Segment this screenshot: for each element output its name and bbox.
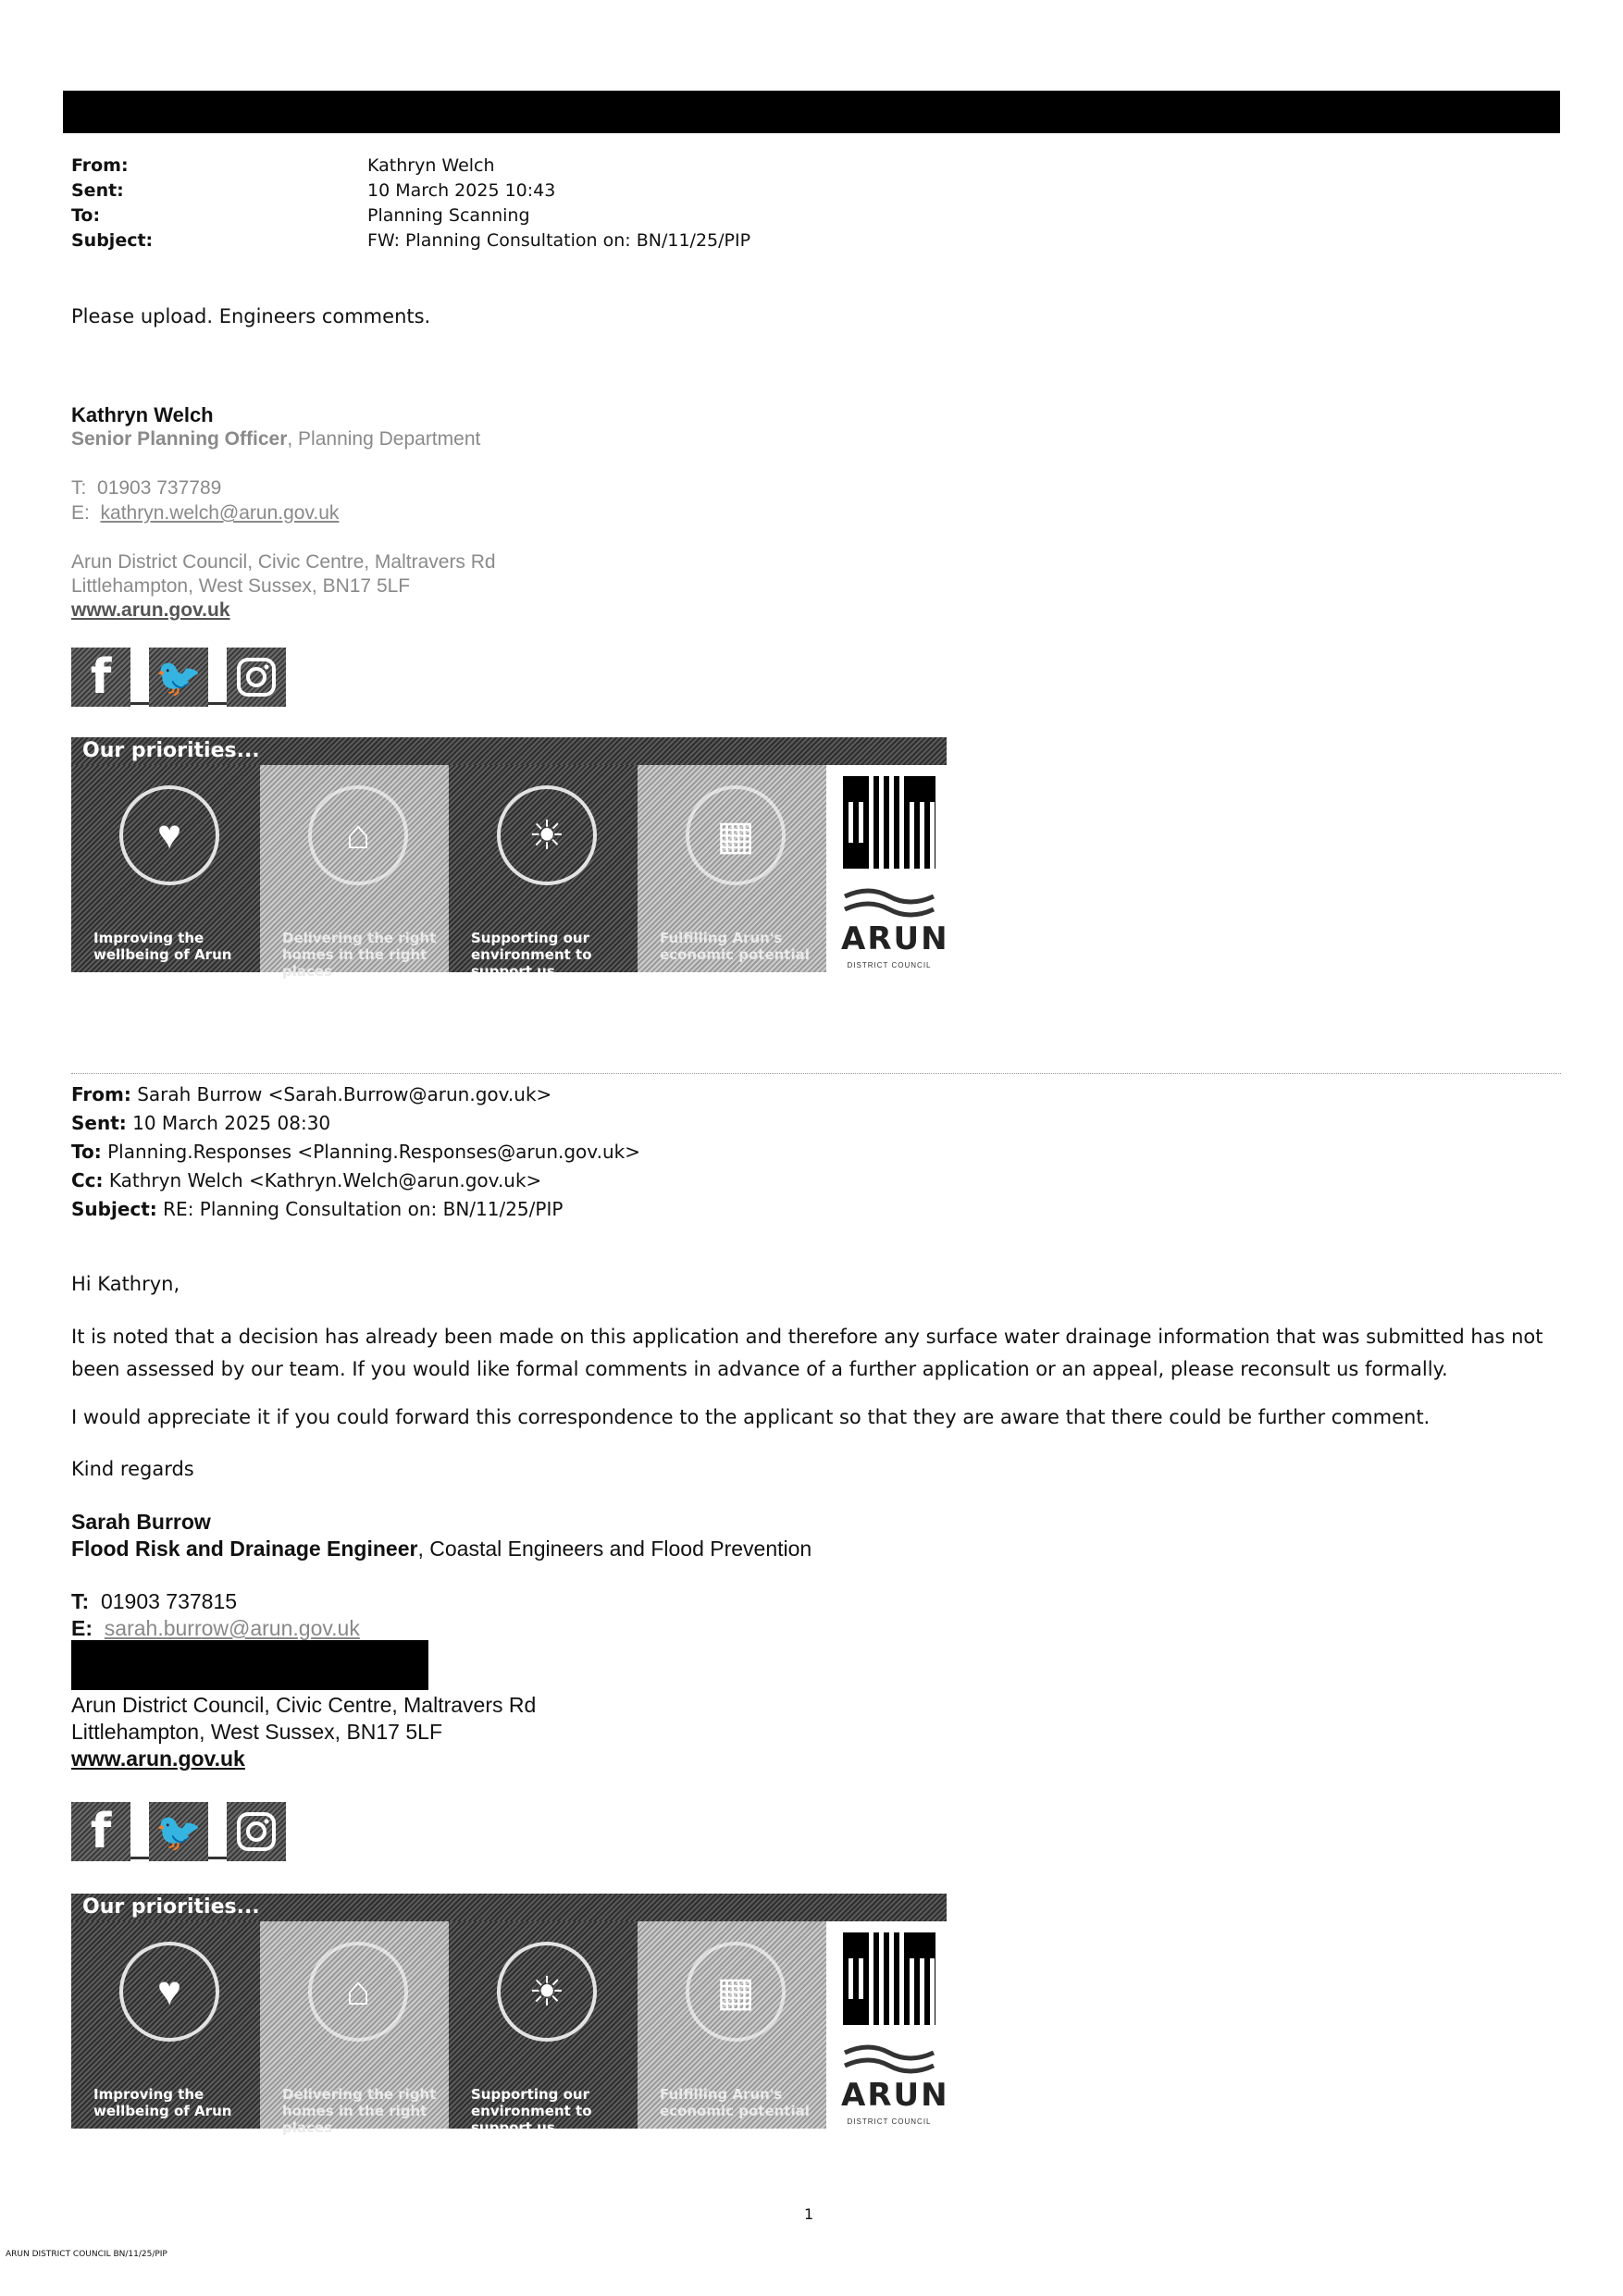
sig2-address2: Littlehampton, West Sussex, BN17 5LF: [71, 1720, 442, 1744]
sig2-name: Sarah Burrow: [71, 1510, 211, 1534]
banner-panel-label: Improving the wellbeing of Arun: [93, 2086, 232, 2119]
lightbulb-icon: ☀: [497, 785, 597, 885]
arun-logo-subtitle: DISTRICT COUNCIL: [847, 2117, 932, 2126]
facebook-icon[interactable]: f: [71, 1802, 130, 1861]
orig-cc-row: [71, 1167, 640, 1195]
banner-panel-homes: [260, 765, 449, 980]
orig-from-row: [71, 1080, 640, 1109]
orig-subject-row: [71, 1195, 640, 1224]
sig2-tel: 01903 737815: [100, 1589, 238, 1613]
banner-panel-label: Fulfilling Arun's economic potential: [660, 2086, 810, 2119]
orig-to-value: Planning.Responses <Planning.Responses@arun.gov.uk>: [107, 1141, 640, 1163]
arun-logo-subtitle: DISTRICT COUNCIL: [847, 961, 932, 969]
instagram-icon[interactable]: [227, 648, 286, 707]
arun-logo-panel: [826, 1921, 947, 2129]
orig-to-label: To:: [71, 1141, 102, 1163]
from-label: From:: [71, 155, 129, 176]
instagram-icon[interactable]: [227, 1802, 286, 1861]
orig-subject-label: Subject:: [71, 1198, 157, 1220]
lightbulb-icon: ☀: [497, 1942, 597, 2042]
banner-panel-label: Supporting our environment to support us: [471, 930, 592, 980]
banner-panel-wellbeing: [71, 765, 260, 972]
home-icon: ⌂: [308, 785, 408, 885]
sig1-email-label: E:: [71, 502, 90, 524]
social-icons-2: [71, 1802, 286, 1861]
sig2-email-line: [71, 1616, 360, 1641]
arun-logo-text: ARUN: [841, 920, 949, 957]
redaction-block-signature: [71, 1640, 428, 1690]
orig-paragraph-2: I would appreciate it if you could forward this correspondence to the applicant so that they are aware that there could be further comment.: [71, 1406, 1431, 1428]
sig2-website-link[interactable]: www.arun.gov.uk: [71, 1747, 245, 1771]
orig-subject-value: RE: Planning Consultation on: BN/11/25/PIP: [163, 1198, 564, 1220]
banner-body: [71, 765, 949, 980]
banner-heading: Our priorities...: [71, 1894, 947, 1921]
banner-panel-environment: [449, 765, 638, 980]
banner-panel-label: Fulfilling Arun's economic potential: [660, 930, 810, 963]
to-label: To:: [71, 205, 101, 226]
sig1-email-link[interactable]: kathryn.welch@arun.gov.uk: [100, 502, 340, 524]
sig2-email-link[interactable]: sarah.burrow@arun.gov.uk: [104, 1616, 360, 1640]
banner-panel-homes: [260, 1921, 449, 2136]
social-separator: [208, 697, 227, 705]
forward-body-text: Please upload. Engineers comments.: [71, 305, 431, 327]
orig-closing: Kind regards: [71, 1458, 194, 1480]
page-number: 1: [804, 2205, 814, 2223]
sig1-address2: Littlehampton, West Sussex, BN17 5LF: [71, 575, 411, 597]
orig-sent-value: 10 March 2025 08:30: [132, 1112, 331, 1134]
sig1-website-link[interactable]: www.arun.gov.uk: [71, 599, 230, 621]
facebook-icon[interactable]: f: [71, 648, 130, 707]
sig1-title: Senior Planning Officer: [71, 428, 288, 450]
social-separator: [130, 1851, 149, 1859]
heart-icon: ♥: [119, 1942, 219, 2042]
banner-panel-economy: [638, 1921, 826, 2129]
orig-to-row: [71, 1138, 640, 1167]
sig1-address1: Arun District Council, Civic Centre, Maltravers Rd: [71, 551, 496, 573]
sig1-name: Kathryn Welch: [71, 403, 214, 426]
bricks-icon: ▦: [686, 785, 786, 885]
orig-sent-row: [71, 1109, 640, 1138]
subject-value: FW: Planning Consultation on: BN/11/25/PIP: [367, 230, 751, 251]
arun-logo-panel: [826, 765, 947, 972]
sig2-title: Flood Risk and Drainage Engineer: [71, 1537, 418, 1561]
orig-greeting: Hi Kathryn,: [71, 1273, 180, 1295]
priorities-banner-1: [71, 737, 949, 980]
arun-waves-icon: [841, 2040, 937, 2075]
arun-logo-text: ARUN: [841, 2077, 949, 2114]
qr-code-icon[interactable]: [843, 776, 935, 869]
home-icon: ⌂: [308, 1942, 408, 2042]
from-value: Kathryn Welch: [367, 155, 495, 176]
sig1-tel: 01903 737789: [97, 477, 222, 499]
qr-code-icon[interactable]: [843, 1932, 935, 2025]
twitter-icon[interactable]: 🐦: [149, 648, 208, 707]
banner-panel-label: Supporting our environment to support us: [471, 2086, 592, 2136]
banner-panel-economy: [638, 765, 826, 972]
sig2-title-line: [71, 1537, 812, 1562]
orig-paragraph-1: It is noted that a decision has already been made on this application and therefore any surface water drainage information that was submitted has not been assessed by our team. If you would like formal comments in advance of a further application or an appeal, please reconsult us formally.: [71, 1326, 1543, 1380]
social-separator: [208, 1851, 227, 1859]
orig-cc-label: Cc:: [71, 1169, 104, 1191]
banner-panel-wellbeing: [71, 1921, 260, 2129]
social-separator: [130, 697, 149, 705]
sent-value: 10 March 2025 10:43: [367, 180, 556, 201]
orig-cc-value: Kathryn Welch <Kathryn.Welch@arun.gov.uk>: [108, 1169, 542, 1191]
sig2-tel-label: T:: [71, 1589, 90, 1613]
orig-from-label: From:: [71, 1083, 131, 1105]
priorities-banner-2: [71, 1894, 949, 2136]
social-icons-1: [71, 648, 286, 707]
banner-panel-environment: [449, 1921, 638, 2136]
sig2-address1: Arun District Council, Civic Centre, Maltravers Rd: [71, 1693, 537, 1717]
sig1-title-line: [71, 428, 480, 451]
orig-sent-label: Sent:: [71, 1112, 127, 1134]
sig1-tel-line: [71, 477, 221, 500]
banner-body: [71, 1921, 949, 2136]
heart-icon: ♥: [119, 785, 219, 885]
email-divider: [71, 1073, 1561, 1074]
sig2-department: , Coastal Engineers and Flood Prevention: [417, 1537, 812, 1561]
banner-panel-label: Delivering the right homes in the right places: [282, 2086, 437, 2136]
orig-from-value: Sarah Burrow <Sarah.Burrow@arun.gov.uk>: [137, 1083, 552, 1105]
sig1-tel-label: T:: [71, 477, 87, 499]
sig2-email-label: E:: [71, 1616, 93, 1640]
redaction-bar-top: [63, 91, 1560, 133]
sig1-email-line: [71, 502, 339, 525]
sig1-department: , Planning Department: [287, 428, 481, 450]
original-header: [71, 1080, 640, 1224]
arun-waves-icon: [841, 883, 937, 919]
banner-panel-label: Improving the wellbeing of Arun: [93, 930, 232, 963]
banner-heading: Our priorities...: [71, 737, 947, 765]
bricks-icon: ▦: [686, 1942, 786, 2042]
footer-reference: ARUN DISTRICT COUNCIL BN/11/25/PIP: [6, 2250, 167, 2259]
sig2-tel-line: [71, 1589, 237, 1614]
to-value: Planning Scanning: [367, 205, 530, 226]
sent-label: Sent:: [71, 180, 124, 201]
twitter-icon[interactable]: 🐦: [149, 1802, 208, 1861]
subject-label: Subject:: [71, 230, 154, 251]
banner-panel-label: Delivering the right homes in the right places: [282, 930, 437, 980]
